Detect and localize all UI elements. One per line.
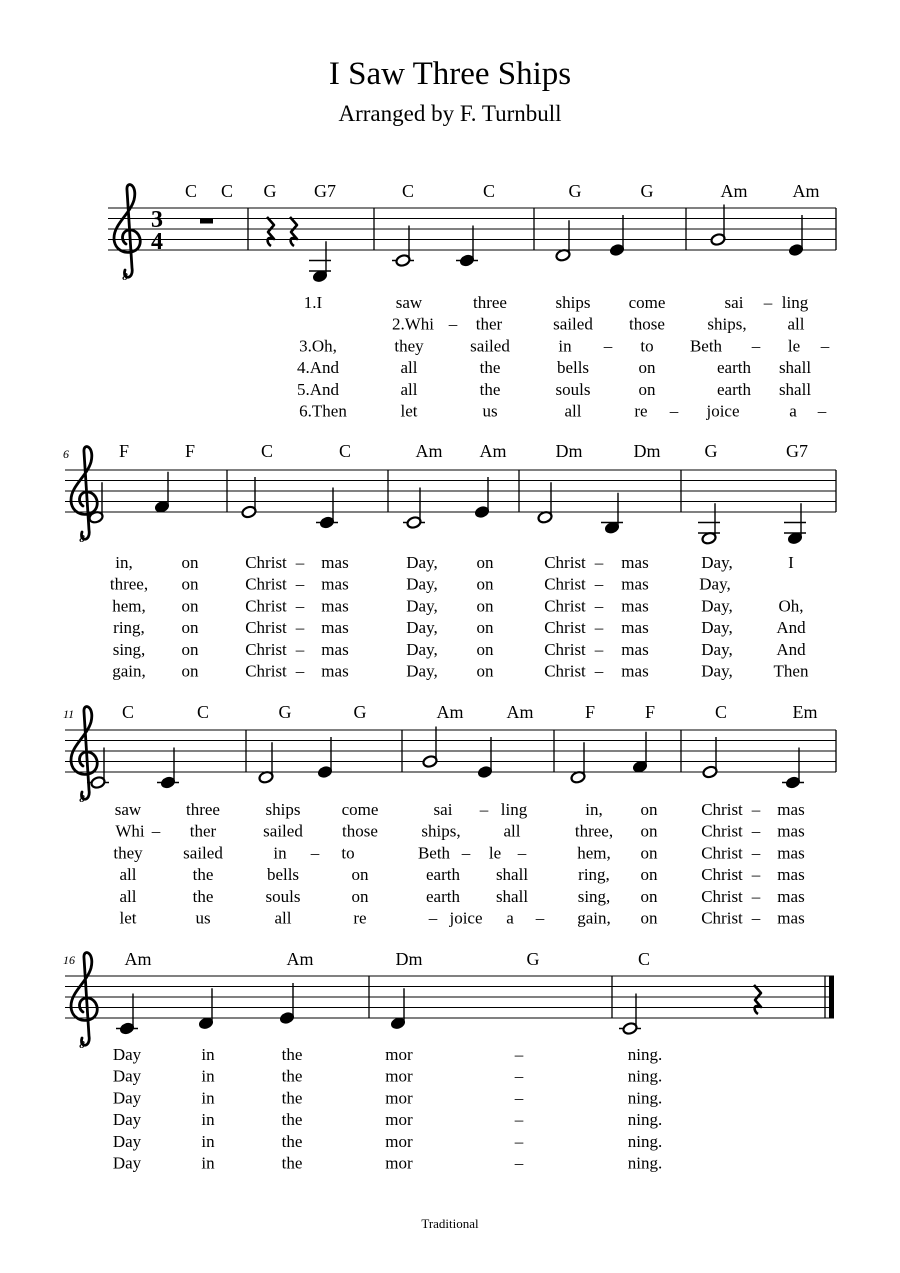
lyric-syllable: ships, xyxy=(707,314,747,334)
lyric-hyphen: – xyxy=(514,1153,524,1173)
lyric-syllable: ther xyxy=(475,314,503,334)
lyric-syllable: sai xyxy=(433,800,453,819)
lyric-syllable: on xyxy=(640,865,658,885)
lyric-syllable: ning. xyxy=(627,1153,663,1173)
lyric-syllable: sailed xyxy=(183,843,223,863)
lyric-syllable: three, xyxy=(574,821,614,841)
chord-symbol: C xyxy=(482,181,496,201)
lyric-syllable: re xyxy=(353,908,367,928)
chord-symbol: C xyxy=(338,441,352,461)
lyric-syllable: Day xyxy=(112,1045,142,1064)
chord-symbol: Am xyxy=(436,702,464,722)
lyric-syllable: the xyxy=(281,1066,303,1086)
lyric-syllable: Day, xyxy=(406,639,438,659)
lyric-syllable: Christ xyxy=(245,618,287,638)
lyric-syllable: Day xyxy=(112,1153,142,1173)
lyric-syllable: sailed xyxy=(470,336,510,356)
lyric-syllable: shall xyxy=(495,886,529,906)
lyric-hyphen: – xyxy=(751,908,761,928)
lyric-syllable: mas xyxy=(321,639,349,659)
lyric-syllable: mas xyxy=(621,661,649,681)
lyric-syllable: on xyxy=(181,618,199,638)
lyric-syllable: on xyxy=(640,908,658,928)
lyric-syllable: gain, xyxy=(577,908,611,928)
chord-symbol: F xyxy=(584,702,596,722)
lyric-syllable: 5.And xyxy=(296,379,340,399)
lyric-syllable: Christ xyxy=(245,574,287,594)
lyric-syllable: Christ xyxy=(544,618,586,638)
lyric-syllable: shall xyxy=(495,865,529,885)
lyric-syllable: Day, xyxy=(701,553,733,572)
lyric-syllable: the xyxy=(192,886,214,906)
lyric-syllable: And xyxy=(776,618,806,638)
chord-symbol: Am xyxy=(792,181,820,201)
lyric-syllable: sing, xyxy=(577,886,611,906)
lyric-syllable: on xyxy=(638,358,656,378)
lyric-syllable: Day, xyxy=(699,574,731,594)
lyric-hyphen: – xyxy=(295,661,305,681)
lyric-syllable: mas xyxy=(621,553,649,572)
lyric-syllable: Christ xyxy=(544,639,586,659)
chord-symbol: C xyxy=(184,181,198,201)
time-signature-bottom: 4 xyxy=(151,229,163,255)
lyric-hyphen: – xyxy=(295,574,305,594)
lyric-syllable: Christ xyxy=(245,639,287,659)
lyric-hyphen: – xyxy=(594,596,604,616)
lyric-syllable: Christ xyxy=(544,574,586,594)
lyric-syllable: in xyxy=(201,1088,215,1108)
lyric-syllable: Day, xyxy=(406,553,438,572)
lyric-syllable: three xyxy=(473,293,507,312)
lyric-syllable: us xyxy=(482,401,498,421)
lyric-syllable: in xyxy=(201,1131,215,1151)
lyric-syllable: ling xyxy=(781,293,809,312)
chord-symbol: Am xyxy=(124,949,152,969)
lyric-hyphen: – xyxy=(295,639,305,659)
lyric-syllable: let xyxy=(119,908,137,928)
lyric-hyphen: – xyxy=(594,553,604,572)
chord-symbol: Dm xyxy=(395,949,423,969)
lyric-syllable: Christ xyxy=(544,661,586,681)
lyric-syllable: 6.Then xyxy=(299,401,347,421)
lyric-hyphen: – xyxy=(751,821,761,841)
lyric-syllable: mas xyxy=(321,553,349,572)
lyric-syllable: let xyxy=(400,401,418,421)
lyric-syllable: Whi xyxy=(115,821,145,841)
lyric-syllable: Day, xyxy=(701,639,733,659)
lyric-syllable: Oh, xyxy=(778,596,804,616)
lyric-syllable: in xyxy=(201,1045,215,1064)
lyric-syllable: on xyxy=(351,886,369,906)
lyric-syllable: all xyxy=(503,821,521,841)
lyric-syllable: mas xyxy=(321,574,349,594)
chord-symbol: Em xyxy=(792,702,818,722)
measure-number: 6 xyxy=(63,447,69,461)
lyric-syllable: mas xyxy=(321,596,349,616)
lyric-syllable: those xyxy=(342,821,378,841)
lyric-syllable: Christ xyxy=(544,596,586,616)
lyric-syllable: Christ xyxy=(701,843,743,863)
lyric-syllable: bells xyxy=(556,358,590,378)
lyric-syllable: all xyxy=(119,865,137,885)
staff-system-3 xyxy=(63,702,836,928)
measure-number: 16 xyxy=(63,953,75,967)
lyric-hyphen: – xyxy=(594,661,604,681)
lyric-syllable: sing, xyxy=(112,639,146,659)
lyric-syllable: Day, xyxy=(701,596,733,616)
lyric-syllable: earth xyxy=(717,358,751,378)
lyric-syllable: hem, xyxy=(577,843,611,863)
lyric-syllable: on xyxy=(640,886,658,906)
lyric-syllable: all xyxy=(274,908,292,928)
lyric-syllable: all xyxy=(787,314,805,334)
lyric-syllable: mas xyxy=(621,596,649,616)
chord-symbol: Am xyxy=(479,441,507,461)
lyric-hyphen: – xyxy=(751,886,761,906)
lyric-syllable: in xyxy=(201,1066,215,1086)
lyric-syllable: souls xyxy=(555,379,591,399)
lyric-syllable: the xyxy=(192,865,214,885)
lyric-syllable: Christ xyxy=(701,800,743,819)
lyric-syllable: on xyxy=(476,661,494,681)
lyric-syllable: the xyxy=(281,1045,303,1064)
chord-symbol: G xyxy=(278,702,292,722)
lyric-syllable: in xyxy=(558,336,572,356)
lyric-syllable: on xyxy=(476,596,494,616)
lyric-hyphen: – xyxy=(514,1045,524,1064)
lyric-syllable: Day, xyxy=(406,618,438,638)
chord-symbol: G xyxy=(640,181,654,201)
lyric-syllable: on xyxy=(476,618,494,638)
lyric-syllable: mor xyxy=(385,1131,413,1151)
chord-symbol: Am xyxy=(720,181,748,201)
lyric-hyphen: – xyxy=(751,336,761,356)
lyric-syllable: ring, xyxy=(113,618,145,638)
lyric-syllable: Day, xyxy=(701,661,733,681)
chord-symbol: Am xyxy=(506,702,534,722)
lyric-hyphen: – xyxy=(514,1066,524,1086)
staff-system-1 xyxy=(108,181,836,421)
lyric-syllable: on xyxy=(181,553,199,572)
lyric-syllable: earth xyxy=(717,379,751,399)
chord-symbol: F xyxy=(118,441,130,461)
lyric-syllable: all xyxy=(119,886,137,906)
lyric-syllable: 4.And xyxy=(296,358,340,378)
lyric-syllable: on xyxy=(476,553,494,572)
chord-symbol: G xyxy=(704,441,718,461)
chord-symbol: G xyxy=(263,181,277,201)
lyric-hyphen: – xyxy=(763,293,773,312)
lyric-syllable: 2.Whi xyxy=(391,314,435,334)
lyric-hyphen: – xyxy=(514,1131,524,1151)
quarter-rest xyxy=(754,985,761,1014)
chord-symbol: G7 xyxy=(786,441,808,461)
lyric-syllable: ring, xyxy=(578,865,610,885)
lyric-syllable: in xyxy=(201,1153,215,1173)
lyric-syllable: ships, xyxy=(421,821,461,841)
lyric-syllable: mor xyxy=(385,1088,413,1108)
chord-symbol: Dm xyxy=(555,441,583,461)
lyric-syllable: those xyxy=(629,314,665,334)
lyric-syllable: on xyxy=(181,639,199,659)
lyric-syllable: mas xyxy=(777,843,805,863)
lyric-syllable: on xyxy=(640,800,658,819)
chord-symbol: C xyxy=(196,702,210,722)
lyric-syllable: in xyxy=(273,843,287,863)
lyric-syllable: gain, xyxy=(112,661,146,681)
lyric-syllable: 3.Oh, xyxy=(299,336,337,356)
lyric-syllable: Christ xyxy=(544,553,586,572)
lyric-syllable: shall xyxy=(778,358,812,378)
lyric-hyphen: – xyxy=(817,401,827,421)
page-title: I Saw Three Ships xyxy=(328,56,572,92)
lyric-syllable: Christ xyxy=(245,553,287,572)
lyric-hyphen: – xyxy=(295,553,305,572)
lyric-hyphen: – xyxy=(514,1110,524,1130)
lyric-hyphen: – xyxy=(151,821,161,841)
lyric-syllable: mas xyxy=(777,865,805,885)
chord-symbol: Am xyxy=(415,441,443,461)
chord-symbol: C xyxy=(714,702,728,722)
lyric-syllable: joice xyxy=(449,908,483,928)
staff-system-4 xyxy=(63,949,834,1173)
lyric-syllable: ning. xyxy=(627,1045,663,1064)
chord-symbol: G xyxy=(526,949,540,969)
lyric-syllable: And xyxy=(776,639,806,659)
lyric-syllable: to xyxy=(640,336,654,356)
lyric-hyphen: – xyxy=(669,401,679,421)
lyric-syllable: all xyxy=(400,379,418,399)
lyric-syllable: ther xyxy=(189,821,217,841)
lyric-syllable: Christ xyxy=(701,865,743,885)
lyric-syllable: mas xyxy=(621,639,649,659)
lyric-syllable: mor xyxy=(385,1110,413,1130)
chord-symbol: F xyxy=(644,702,656,722)
lyric-syllable: Beth xyxy=(417,843,451,863)
chord-symbol: G xyxy=(568,181,582,201)
lyric-syllable: le xyxy=(787,336,801,356)
lyric-syllable: in, xyxy=(585,800,603,819)
treble-clef-icon xyxy=(114,185,140,278)
lyric-syllable: Christ xyxy=(701,908,743,928)
lyric-syllable: come xyxy=(341,800,379,819)
lyric-syllable: souls xyxy=(265,886,301,906)
lyric-syllable: on xyxy=(640,821,658,841)
lyric-syllable: sailed xyxy=(553,314,593,334)
lyric-hyphen: – xyxy=(310,843,320,863)
chord-symbol: G7 xyxy=(314,181,336,201)
lyric-syllable: ning. xyxy=(627,1088,663,1108)
lyric-syllable: on xyxy=(640,843,658,863)
lyric-syllable: ships xyxy=(555,293,591,312)
lyric-syllable: in, xyxy=(115,553,133,572)
lyric-syllable: Day xyxy=(112,1131,142,1151)
lyric-syllable: ling xyxy=(500,800,528,819)
lyric-syllable: they xyxy=(113,843,143,863)
measure-number: 11 xyxy=(63,707,75,721)
lyric-syllable: on xyxy=(351,865,369,885)
lyric-syllable: Day, xyxy=(406,661,438,681)
lyric-syllable: on xyxy=(476,574,494,594)
quarter-rest xyxy=(290,217,297,246)
lyric-syllable: the xyxy=(479,379,501,399)
lyric-syllable: Then xyxy=(773,661,809,681)
lyric-hyphen: – xyxy=(751,843,761,863)
lyric-syllable: earth xyxy=(426,886,460,906)
lyric-syllable: come xyxy=(628,293,666,312)
lyric-hyphen: – xyxy=(448,314,458,334)
lyric-syllable: the xyxy=(281,1153,303,1173)
lyric-syllable: I xyxy=(788,553,794,572)
chord-symbol: G xyxy=(353,702,367,722)
lyric-syllable: Day xyxy=(112,1066,142,1086)
lyric-syllable: all xyxy=(564,401,582,421)
lyric-syllable: mas xyxy=(777,886,805,906)
lyric-syllable: Day, xyxy=(406,574,438,594)
lyric-syllable: on xyxy=(181,596,199,616)
lyric-syllable: Christ xyxy=(701,821,743,841)
chord-symbol: Dm xyxy=(633,441,661,461)
lyric-syllable: Christ xyxy=(245,661,287,681)
lyric-syllable: re xyxy=(634,401,648,421)
octave-marker-8: 8 xyxy=(122,271,128,283)
lyric-syllable: mas xyxy=(621,618,649,638)
lyric-syllable: mas xyxy=(777,821,805,841)
lyric-syllable: ning. xyxy=(627,1110,663,1130)
lyric-syllable: they xyxy=(394,336,424,356)
lyric-syllable: three, xyxy=(109,574,149,594)
page-subtitle: Arranged by F. Turnbull xyxy=(338,101,562,126)
lyric-syllable: hem, xyxy=(112,596,146,616)
lyric-syllable: mas xyxy=(777,908,805,928)
octave-marker-8: 8 xyxy=(79,793,85,805)
lyric-syllable: Day, xyxy=(701,618,733,638)
lyric-syllable: Day xyxy=(112,1110,142,1130)
lyric-hyphen: – xyxy=(461,843,471,863)
chord-symbol: C xyxy=(220,181,234,201)
lyric-syllable: the xyxy=(281,1110,303,1130)
lyric-syllable: sai xyxy=(724,293,744,312)
chord-symbol: C xyxy=(637,949,651,969)
lyric-syllable: three xyxy=(186,800,220,819)
footer-credit: Traditional xyxy=(421,1216,479,1231)
final-thick-barline xyxy=(829,976,834,1018)
lyric-syllable: Beth xyxy=(689,336,723,356)
quarter-rest xyxy=(267,217,274,246)
chord-symbol: C xyxy=(121,702,135,722)
lyric-syllable: on xyxy=(476,639,494,659)
lyric-syllable: shall xyxy=(778,379,812,399)
lyric-syllable: mor xyxy=(385,1153,413,1173)
lyric-syllable: Day xyxy=(112,1088,142,1108)
lyric-hyphen: – xyxy=(751,800,761,819)
lyric-syllable: Christ xyxy=(701,886,743,906)
lyric-syllable: 1.I xyxy=(303,293,323,312)
lyric-hyphen: – xyxy=(514,1088,524,1108)
lyric-syllable: ning. xyxy=(627,1131,663,1151)
chord-symbol: C xyxy=(260,441,274,461)
lyric-hyphen: – xyxy=(820,336,830,356)
lyric-syllable: all xyxy=(400,358,418,378)
time-signature-top: 3 xyxy=(151,207,163,233)
lyric-syllable: us xyxy=(195,908,211,928)
lyric-syllable: the xyxy=(281,1088,303,1108)
lyric-syllable: le xyxy=(488,843,502,863)
lyric-syllable: earth xyxy=(426,865,460,885)
lyric-syllable: to xyxy=(341,843,355,863)
octave-marker-8: 8 xyxy=(79,533,85,545)
lyric-hyphen: – xyxy=(295,618,305,638)
lyric-syllable: on xyxy=(181,574,199,594)
lyric-hyphen: – xyxy=(535,908,545,928)
lyric-syllable: mas xyxy=(621,574,649,594)
lyric-syllable: ning. xyxy=(627,1066,663,1086)
lyric-hyphen: – xyxy=(751,865,761,885)
lyric-hyphen: – xyxy=(295,596,305,616)
lyric-hyphen: – xyxy=(428,908,438,928)
lyric-syllable: saw xyxy=(114,800,142,819)
lyric-syllable: on xyxy=(181,661,199,681)
lyric-syllable: mor xyxy=(385,1066,413,1086)
lyric-syllable: on xyxy=(638,379,656,399)
chord-symbol: F xyxy=(184,441,196,461)
whole-rest xyxy=(200,219,213,224)
lyric-hyphen: – xyxy=(517,843,527,863)
lyric-syllable: ships xyxy=(265,800,301,819)
chord-symbol: C xyxy=(401,181,415,201)
treble-clef-icon xyxy=(71,447,97,540)
octave-marker-8: 8 xyxy=(79,1039,85,1051)
lyric-syllable: joice xyxy=(706,401,740,421)
chord-symbol: Am xyxy=(286,949,314,969)
lyric-syllable: mas xyxy=(321,661,349,681)
lyric-syllable: mas xyxy=(321,618,349,638)
lyric-syllable: saw xyxy=(395,293,423,312)
lyric-syllable: bells xyxy=(266,865,300,885)
lyric-syllable: in xyxy=(201,1110,215,1130)
lyric-hyphen: – xyxy=(603,336,613,356)
lyric-syllable: mas xyxy=(777,800,805,819)
lyric-hyphen: – xyxy=(594,639,604,659)
lyric-syllable: sailed xyxy=(263,821,303,841)
lyric-hyphen: – xyxy=(594,618,604,638)
staff-system-2 xyxy=(63,441,836,681)
lyric-syllable: a xyxy=(789,401,797,421)
lyric-syllable: Day, xyxy=(406,596,438,616)
lyric-hyphen: – xyxy=(479,800,489,819)
lyric-syllable: the xyxy=(479,358,501,378)
lyric-syllable: Christ xyxy=(245,596,287,616)
lyric-hyphen: – xyxy=(594,574,604,594)
lyric-syllable: mor xyxy=(385,1045,413,1064)
lyric-syllable: the xyxy=(281,1131,303,1151)
lyric-syllable: a xyxy=(506,908,514,928)
